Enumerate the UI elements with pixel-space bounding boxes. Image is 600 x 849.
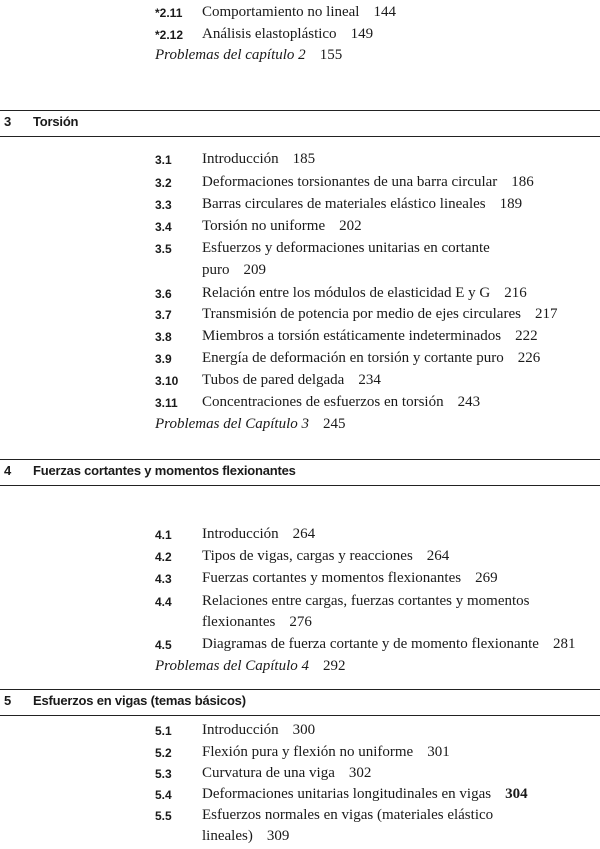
problems-label: Problemas del Capítulo 3 [155, 416, 310, 432]
section-number: 3.9 [155, 352, 172, 366]
section-number: 4.4 [155, 595, 172, 609]
section-title: Barras circulares de materiales elástico lineales [202, 196, 486, 212]
section-title: Energía de deformación en torsión y cortante puro [202, 350, 504, 366]
section-number: 3.11 [155, 396, 178, 410]
page-number: 155 [319, 47, 343, 63]
page-number: 144 [373, 4, 396, 20]
page-number: 269 [475, 570, 498, 586]
chapter-rule [0, 136, 600, 137]
section-title: Curvatura de una viga [202, 765, 335, 781]
chapter-number: 5 [4, 693, 12, 708]
section-number: 3.1 [155, 153, 172, 167]
chapter-title: Torsión [33, 114, 79, 129]
page-number: 300 [292, 722, 316, 738]
page-number: 281 [552, 636, 576, 652]
section-title: Comportamiento no lineal [202, 4, 360, 20]
section-number: 3.3 [155, 198, 172, 212]
chapter-rule [0, 715, 600, 716]
section-title: Deformaciones unitarias longitudinales en vigas [202, 786, 492, 802]
section-number: 3.8 [155, 330, 172, 344]
page-number: 222 [515, 328, 538, 344]
problems-label: Problemas del capítulo 2 [155, 47, 306, 63]
section-title: Diagramas de fuerza cortante y de momento flexionante [202, 636, 539, 652]
section-title-continuation: puro [202, 262, 230, 278]
section-title: Transmisión de potencia por medio de ejes circulares [202, 306, 521, 322]
section-number: *2.12 [155, 28, 184, 42]
page-number: 302 [348, 765, 372, 781]
section-title-continuation: lineales) [202, 828, 253, 844]
section-number: 3.6 [155, 287, 172, 301]
section-number: 5.2 [155, 746, 172, 760]
page-number: 276 [289, 614, 312, 630]
page-number: 209 [243, 262, 266, 278]
chapter-rule [0, 459, 600, 460]
section-number: 3.5 [155, 242, 172, 256]
page-number: 292 [323, 658, 346, 674]
page-number: 149 [350, 26, 374, 42]
section-title: Torsión no uniforme [202, 218, 326, 234]
page-number: 304 [505, 786, 528, 802]
section-number: 5.5 [155, 809, 172, 823]
section-number: 4.5 [155, 638, 172, 652]
section-title: Análisis elastoplástico [202, 26, 337, 42]
toc-entry-continuation [202, 262, 266, 279]
chapter-number: 3 [4, 114, 12, 129]
section-number: 4.3 [155, 572, 172, 586]
page-number: 234 [358, 372, 381, 388]
page-number: 186 [511, 174, 534, 190]
page-number: 216 [504, 285, 527, 301]
page-number: 226 [517, 350, 541, 366]
problems-entry [155, 416, 346, 433]
section-title: Deformaciones torsionantes de una barra circular [202, 174, 498, 190]
page-number: 202 [339, 218, 362, 234]
chapter-title: Esfuerzos en vigas (temas básicos) [33, 693, 246, 708]
section-title: Miembros a torsión estáticamente indeterminados [202, 328, 502, 344]
toc-entry-continuation [202, 828, 289, 845]
section-title: Esfuerzos y deformaciones unitarias en cortante [202, 240, 490, 256]
section-number: 4.2 [155, 550, 172, 564]
section-title: Concentraciones de esfuerzos en torsión [202, 394, 444, 410]
section-number: 5.1 [155, 724, 172, 738]
page-number: 264 [292, 526, 316, 542]
section-title: Fuerzas cortantes y momentos flexionantes [202, 570, 462, 586]
page-number: 309 [266, 828, 290, 844]
section-title: Introducción [202, 526, 279, 542]
section-number: 5.4 [155, 788, 172, 802]
toc-entry-continuation [202, 614, 312, 631]
page-number: 245 [323, 416, 346, 432]
page-number: 189 [499, 196, 523, 212]
page-number: 243 [457, 394, 481, 410]
page-number: 301 [427, 744, 450, 760]
section-title: Introducción [202, 151, 279, 167]
section-title: Relación entre los módulos de elasticidad E y G [202, 285, 491, 301]
chapter-title: Fuerzas cortantes y momentos flexionantes [33, 463, 296, 478]
chapter-number: 4 [4, 463, 12, 478]
page-number: 217 [534, 306, 558, 322]
section-number: 3.10 [155, 374, 179, 388]
section-title: Flexión pura y flexión no uniforme [202, 744, 414, 760]
section-number: 3.7 [155, 308, 172, 322]
problems-entry [155, 47, 342, 64]
section-title: Tubos de pared delgada [202, 372, 345, 388]
problems-label: Problemas del Capítulo 4 [155, 658, 310, 674]
chapter-rule [0, 689, 600, 690]
section-title: Relaciones entre cargas, fuerzas cortantes y momentos [202, 593, 530, 609]
section-title: Esfuerzos normales en vigas (materiales elástico [202, 807, 494, 823]
section-number: 4.1 [155, 528, 172, 542]
chapter-rule [0, 485, 600, 486]
section-title: Introducción [202, 722, 279, 738]
page-number: 264 [426, 548, 450, 564]
section-number: *2.11 [155, 6, 183, 20]
problems-entry [155, 658, 346, 675]
section-title: Tipos de vigas, cargas y reacciones [202, 548, 413, 564]
section-title-continuation: flexionantes [202, 614, 276, 630]
section-number: 5.3 [155, 767, 172, 781]
section-number: 3.2 [155, 176, 172, 190]
page-number: 185 [292, 151, 316, 167]
chapter-rule [0, 110, 600, 111]
section-number: 3.4 [155, 220, 172, 234]
